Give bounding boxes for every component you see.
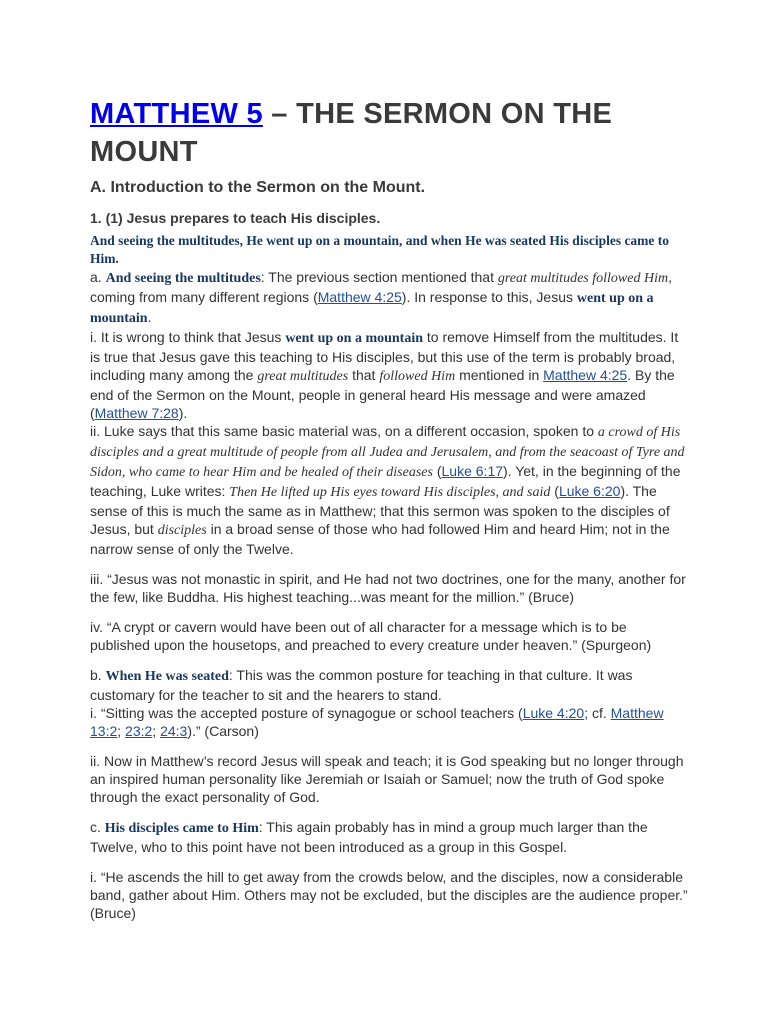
- text: in a broad sense of those who had followed Him and heard Him; not in the narrow sense of only the Twelve.: [90, 521, 670, 557]
- scripture-ref-link[interactable]: Matthew 4:25: [317, 289, 402, 305]
- text: ;: [152, 723, 161, 739]
- article: [90, 95, 690, 922]
- scripture-ref-link[interactable]: Luke 6:20: [558, 483, 621, 499]
- scripture-ref-link[interactable]: Luke 4:20: [522, 705, 585, 721]
- keyword: And seeing the multitudes: [105, 271, 261, 286]
- scripture-ref-link[interactable]: 23:2: [125, 723, 153, 739]
- italic-quote: disciples: [157, 523, 207, 538]
- paragraph-a-iv: iv. “A crypt or cavern would have been out of all character for a message which is to be published upon the housetops, and preached to every creature under heaven.” (Spurgeon): [90, 619, 652, 653]
- point-label: b.: [90, 667, 106, 683]
- scripture-ref-link[interactable]: Luke 6:17: [441, 463, 504, 479]
- page-title: [90, 95, 690, 171]
- point-label: a.: [90, 269, 106, 285]
- subsection-heading: 1. (1) Jesus prepares to teach His disciples.: [90, 210, 381, 226]
- text: ). In response to this, Jesus: [401, 289, 577, 305]
- text: . By the end of the Sermon on the Mount, people in general heard His message and were amazed (: [90, 367, 675, 421]
- italic-quote: great multitudes followed Him: [497, 271, 669, 286]
- text: ). Yet, in the beginning of the teaching, Luke writes:: [90, 463, 681, 499]
- text: i. It is wrong to think that Jesus: [90, 329, 286, 345]
- keyword: went up on a mountain: [285, 331, 424, 346]
- italic-quote: great multitudes: [257, 369, 349, 384]
- text: ;: [117, 723, 126, 739]
- paragraph-a: [90, 268, 690, 328]
- text: ). The sense of this is much the same as in Matthew; that this sermon was spoken to the disciples of Jesus, but: [90, 483, 670, 537]
- paragraph-a-ii: [90, 422, 690, 558]
- text: : This again probably has in mind a group much larger than the Twelve, who to this point have not been introduced as a group in this Gospel.: [90, 819, 648, 855]
- italic-quote: followed Him: [379, 369, 456, 384]
- text: , coming from many different regions (: [90, 269, 672, 305]
- keyword: went up on a mountain: [90, 291, 654, 326]
- text: to remove Himself from the multitudes. It is true that Jesus gave this teaching to His disciples, but this use of the term is probably broad, including many among the: [90, 329, 679, 383]
- text: ii. Luke says that this same basic material was, on a different occasion, spoken to: [90, 423, 598, 439]
- keyword: When He was seated: [105, 669, 229, 684]
- text: mentioned in: [455, 367, 544, 383]
- scripture-ref-link[interactable]: 24:3: [160, 723, 188, 739]
- text: (: [550, 483, 559, 499]
- text: i. “Sitting was the accepted posture of synagogue or school teachers (: [90, 705, 523, 721]
- paragraph-a-iii: iii. “Jesus was not monastic in spirit, and He had not two doctrines, one for the many, another for the few, like Buddha. His highest teaching...was meant for the million.” (Bruce): [90, 571, 686, 605]
- text: ).” (Carson): [187, 723, 259, 739]
- italic-quote: Then He lifted up His eyes toward His disciples, and said: [229, 485, 551, 500]
- paragraph-c: [90, 818, 690, 856]
- scripture-ref-link[interactable]: Matthew 4:25: [543, 367, 628, 383]
- page-title-rest: – THE SERMON ON THE MOUNT: [90, 98, 613, 168]
- scripture-ref-link[interactable]: Matthew 13:2: [90, 705, 664, 739]
- paragraph-b: [90, 666, 690, 704]
- paragraph-b-i: [90, 704, 690, 740]
- text: ).: [178, 405, 188, 421]
- paragraph-c-i: i. “He ascends the hill to get away from the crowds below, and the disciples, now a considerable band, gather about Him. Others may not be excluded, but the disciples are the audience proper.” (Bruce): [90, 869, 688, 921]
- text: : This was the common posture for teaching in that culture. It was customary for the teacher to sit and the hearers to stand.: [90, 667, 633, 703]
- keyword: His disciples came to Him: [104, 821, 259, 836]
- chapter-link[interactable]: MATTHEW 5: [90, 98, 263, 130]
- scripture-verse: And seeing the multitudes, He went up on a mountain, and when He was seated His disciples came to Him.: [90, 233, 670, 266]
- point-label: c.: [90, 819, 105, 835]
- text: (: [432, 463, 442, 479]
- section-heading: A. Introduction to the Sermon on the Mount.: [90, 179, 426, 196]
- scripture-ref-link[interactable]: Matthew 7:28: [94, 405, 179, 421]
- paragraph-a-i: [90, 328, 690, 422]
- text: : The previous section mentioned that: [260, 269, 498, 285]
- text: that: [348, 367, 380, 383]
- italic-quote: a crowd of His disciples and a great multitude of people from all Judea and Jerusalem, and from the seacoast of Tyre and Sidon, who came to hear Him and be healed of their diseases: [90, 425, 685, 480]
- paragraph-b-ii: ii. Now in Matthew’s record Jesus will speak and teach; it is God speaking but no longer through an inspired human personality like Jeremiah or Isaiah or Samuel; now the truth of God spoke through the exact personality of God.: [90, 753, 684, 805]
- text: .: [147, 309, 152, 325]
- text: ; cf.: [584, 705, 611, 721]
